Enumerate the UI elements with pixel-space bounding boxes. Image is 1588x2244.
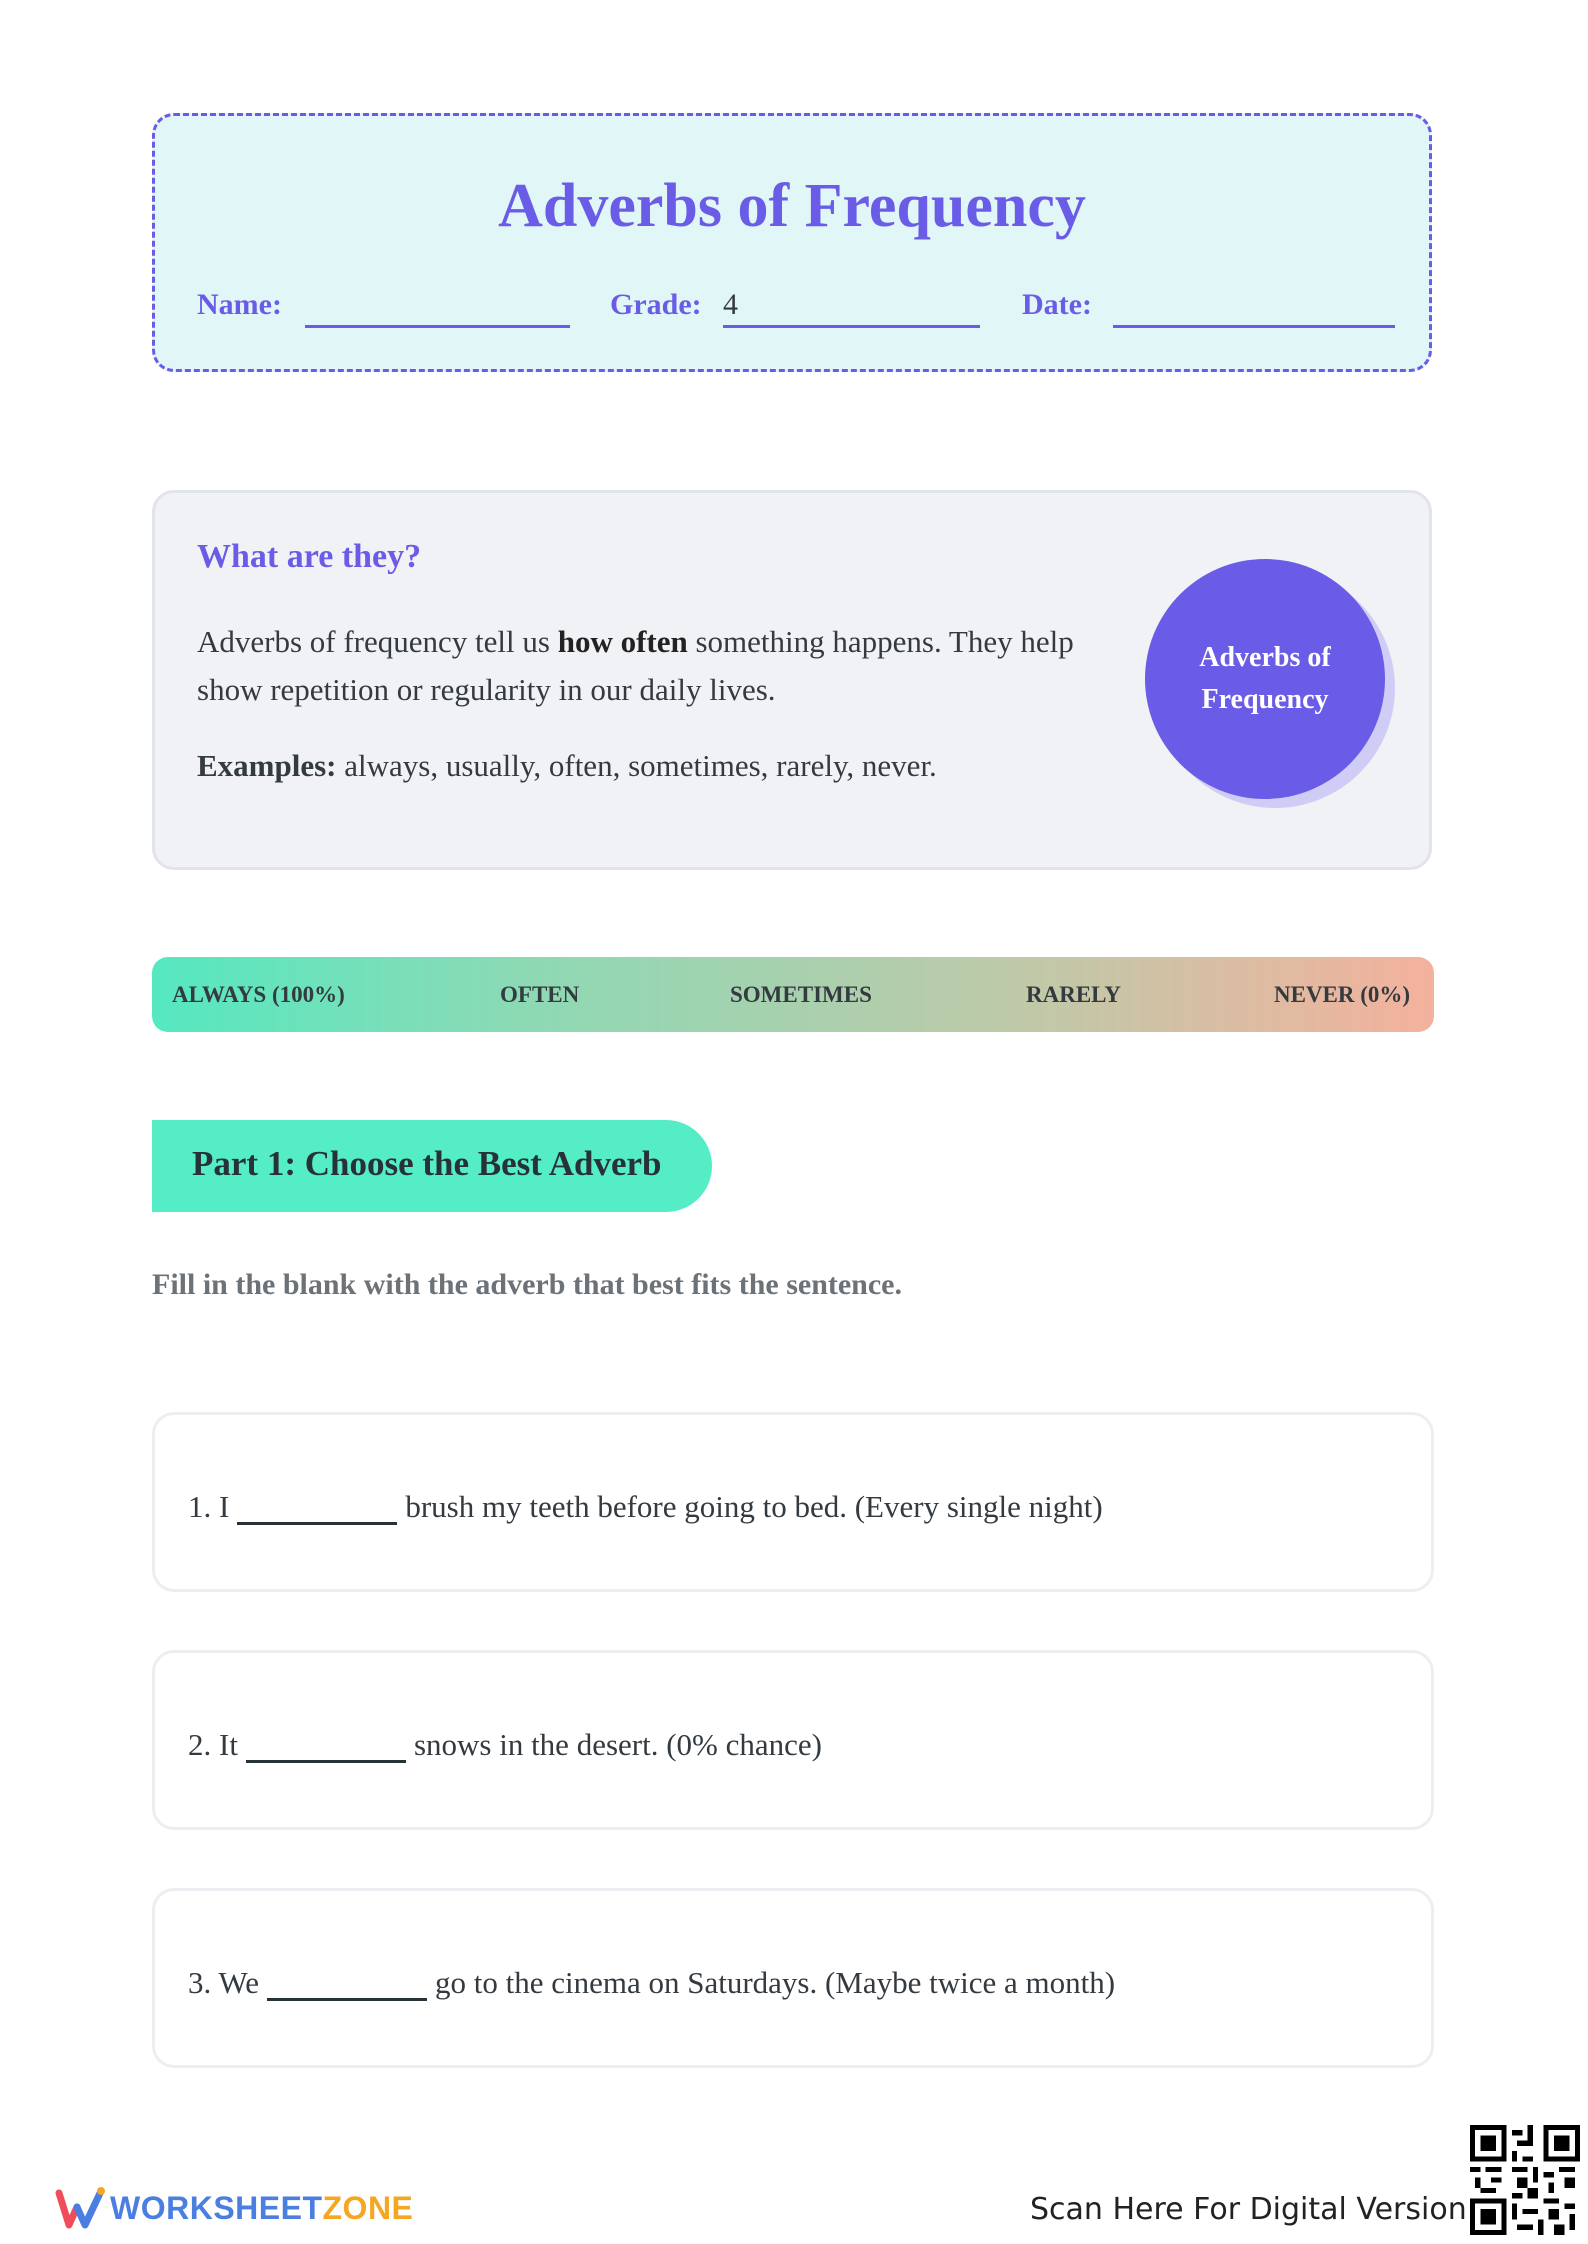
name-field[interactable] <box>305 325 570 328</box>
date-field[interactable] <box>1113 325 1395 328</box>
scale-label-often: OFTEN <box>500 982 580 1007</box>
part1-banner <box>152 1120 712 1212</box>
question-3-start: 3. We <box>188 1965 259 2000</box>
question-1 <box>152 1412 1434 1592</box>
logo-text-zone: ZONE <box>322 2190 414 2226</box>
intro-box <box>152 490 1432 870</box>
date-label: Date: <box>1022 288 1092 321</box>
intro-body <box>197 618 1117 714</box>
question-1-start: 1. I <box>188 1489 230 1524</box>
question-2-start: 2. It <box>188 1727 238 1762</box>
question-3-end: go to the cinema on Saturdays. (Maybe twice a month) <box>434 1965 1116 2000</box>
question-1-end: brush my teeth before going to bed. (Every single night) <box>405 1489 1103 1524</box>
qr-code-icon[interactable] <box>1470 2125 1580 2235</box>
question-1-line <box>188 1480 1103 1525</box>
scale-label-never: NEVER (0%) <box>1274 982 1411 1007</box>
scale-label-always: ALWAYS (100%) <box>172 982 345 1007</box>
intro-body-text-1: Adverbs of frequency tell us <box>197 624 558 659</box>
grade-value: 4 <box>723 288 738 321</box>
question-1-blank[interactable] <box>237 1480 397 1525</box>
question-3-line <box>188 1956 1115 2001</box>
grade-field[interactable] <box>723 325 980 328</box>
question-2 <box>152 1650 1434 1830</box>
scale-label-rarely: RARELY <box>1026 982 1122 1007</box>
examples-text: always, usually, often, sometimes, rarely, never. <box>336 748 937 783</box>
question-3-blank[interactable] <box>267 1956 427 2001</box>
topic-circle <box>1145 559 1385 799</box>
question-2-end: snows in the desert. (0% chance) <box>413 1727 822 1762</box>
question-2-blank[interactable] <box>246 1718 406 1763</box>
question-2-line <box>188 1718 822 1763</box>
grade-label: Grade: <box>610 288 702 321</box>
part1-title: Part 1: Choose the Best Adverb <box>192 1144 662 1183</box>
intro-body-text-2: something happens. They help show repetition or regularity in our daily lives. <box>197 624 1074 707</box>
worksheetzone-logo-icon <box>55 2183 107 2235</box>
topic-circle-text: Adverbs of Frequency <box>1199 642 1331 715</box>
part1-instructions: Fill in the blank with the adverb that best fits the sentence. <box>152 1268 902 1301</box>
scan-text: Scan Here For Digital Version <box>1030 2192 1467 2227</box>
examples-label: Examples: <box>197 748 337 783</box>
worksheet-header <box>152 113 1432 372</box>
intro-heading: What are they? <box>197 538 422 575</box>
scale-label-sometimes: SOMETIMES <box>730 982 872 1007</box>
question-3 <box>152 1888 1434 2068</box>
intro-body-bold: how often <box>557 624 688 659</box>
frequency-scale <box>152 957 1434 1032</box>
page-title: Adverbs of Frequency <box>498 172 1086 240</box>
intro-examples <box>197 748 1117 784</box>
worksheetzone-logo-text <box>110 2190 413 2227</box>
name-label: Name: <box>197 288 282 321</box>
logo-text-worksheet: WORKSHEET <box>110 2190 323 2226</box>
